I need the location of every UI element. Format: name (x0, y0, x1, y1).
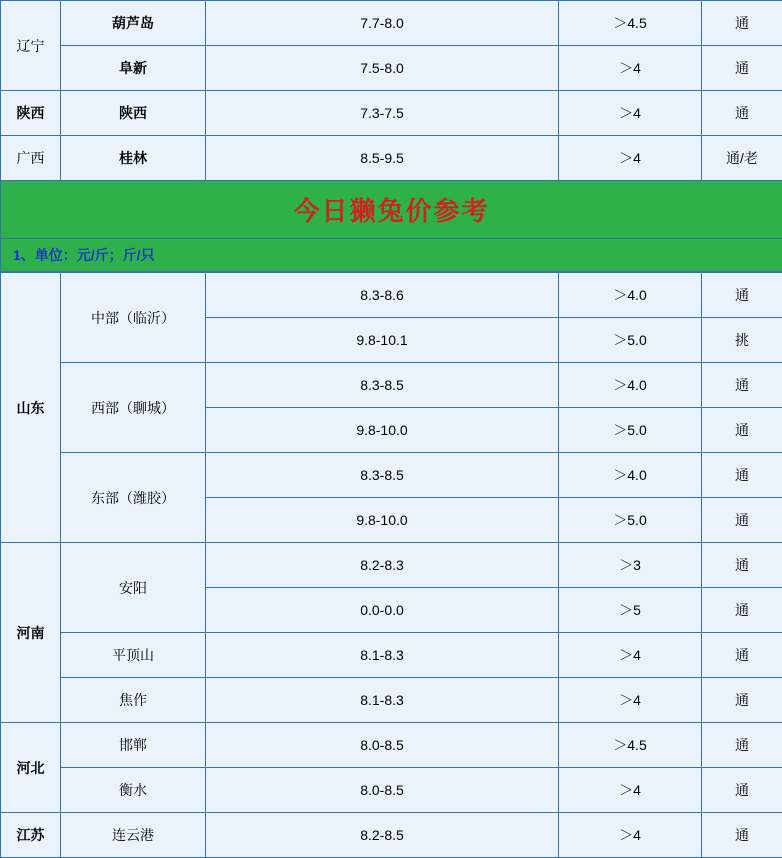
grade-cell: 通 (702, 498, 782, 543)
weight-cell: ＞4 (559, 136, 702, 181)
city-cell: 中部（临沂） (61, 273, 206, 363)
weight-cell: ＞5.0 (559, 408, 702, 453)
price-cell: 7.5-8.0 (206, 46, 559, 91)
price-cell: 9.8-10.0 (206, 498, 559, 543)
price-cell: 9.8-10.1 (206, 318, 559, 363)
grade-cell: 通 (702, 1, 782, 46)
price-cell: 8.3-8.5 (206, 363, 559, 408)
province-cell: 山东 (1, 273, 61, 543)
weight-cell: ＞5.0 (559, 498, 702, 543)
section-banner-row (1, 181, 782, 239)
weight-cell: ＞4.0 (559, 273, 702, 318)
grade-cell: 通 (702, 813, 782, 858)
price-cell: 7.7-8.0 (206, 1, 559, 46)
unit-note-cell (1, 239, 782, 272)
price-cell: 8.2-8.5 (206, 813, 559, 858)
table-row (1, 678, 782, 723)
city-cell: 焦作 (61, 678, 206, 723)
weight-cell: ＞4.5 (559, 1, 702, 46)
main-price-table (0, 272, 782, 858)
table-row (1, 273, 782, 318)
price-cell: 7.3-7.5 (206, 91, 559, 136)
grade-cell: 通 (702, 678, 782, 723)
city-cell: 安阳 (61, 543, 206, 633)
price-cell: 8.1-8.3 (206, 633, 559, 678)
province-cell: 江苏 (1, 813, 61, 858)
table-row (1, 91, 782, 136)
table-row (1, 1, 782, 46)
price-cell: 9.8-10.0 (206, 408, 559, 453)
unit-note-row (1, 239, 782, 272)
province-cell: 广西 (1, 136, 61, 181)
grade-cell: 通 (702, 768, 782, 813)
weight-cell: ＞3 (559, 543, 702, 588)
grade-cell: 通 (702, 543, 782, 588)
price-cell: 8.1-8.3 (206, 678, 559, 723)
price-cell: 0.0-0.0 (206, 588, 559, 633)
city-cell: 连云港 (61, 813, 206, 858)
grade-cell: 通 (702, 408, 782, 453)
grade-cell: 挑 (702, 318, 782, 363)
price-cell: 8.0-8.5 (206, 768, 559, 813)
table-row (1, 633, 782, 678)
table-row (1, 813, 782, 858)
price-cell: 8.3-8.5 (206, 453, 559, 498)
grade-cell: 通 (702, 723, 782, 768)
city-cell: 西部（聊城） (61, 363, 206, 453)
province-cell: 河南 (1, 543, 61, 723)
weight-cell: ＞4 (559, 91, 702, 136)
main-table-body (1, 273, 782, 858)
city-cell: 阜新 (61, 46, 206, 91)
grade-cell: 通 (702, 588, 782, 633)
top-table-body (1, 1, 782, 272)
grade-cell: 通 (702, 633, 782, 678)
weight-cell: ＞4.0 (559, 453, 702, 498)
top-price-table (0, 0, 782, 272)
weight-cell: ＞4 (559, 678, 702, 723)
weight-cell: ＞4 (559, 813, 702, 858)
province-cell: 河北 (1, 723, 61, 813)
city-cell: 东部（潍胶） (61, 453, 206, 543)
weight-cell: ＞4 (559, 768, 702, 813)
table-row (1, 46, 782, 91)
city-cell: 平顶山 (61, 633, 206, 678)
weight-cell: ＞4 (559, 633, 702, 678)
grade-cell: 通 (702, 91, 782, 136)
table-row (1, 363, 782, 408)
province-cell: 辽宁 (1, 1, 61, 91)
weight-cell: ＞4 (559, 46, 702, 91)
unit-note: 1、单位：元/斤；斤/只 (13, 245, 780, 265)
city-cell: 葫芦岛 (61, 1, 206, 46)
city-cell: 陕西 (61, 91, 206, 136)
section-banner (1, 181, 782, 239)
price-cell: 8.0-8.5 (206, 723, 559, 768)
grade-cell: 通 (702, 273, 782, 318)
grade-cell: 通 (702, 46, 782, 91)
table-row (1, 543, 782, 588)
grade-cell: 通/老 (702, 136, 782, 181)
table-row (1, 453, 782, 498)
weight-cell: ＞4.0 (559, 363, 702, 408)
grade-cell: 通 (702, 453, 782, 498)
city-cell: 衡水 (61, 768, 206, 813)
city-cell: 邯郸 (61, 723, 206, 768)
weight-cell: ＞5 (559, 588, 702, 633)
price-cell: 8.5-9.5 (206, 136, 559, 181)
price-cell: 8.2-8.3 (206, 543, 559, 588)
province-cell: 陕西 (1, 91, 61, 136)
grade-cell: 通 (702, 363, 782, 408)
section-title: 今日獭兔价参考 (3, 191, 780, 228)
table-row (1, 136, 782, 181)
weight-cell: ＞5.0 (559, 318, 702, 363)
weight-cell: ＞4.5 (559, 723, 702, 768)
table-row (1, 768, 782, 813)
city-cell: 桂林 (61, 136, 206, 181)
table-row (1, 723, 782, 768)
price-cell: 8.3-8.6 (206, 273, 559, 318)
